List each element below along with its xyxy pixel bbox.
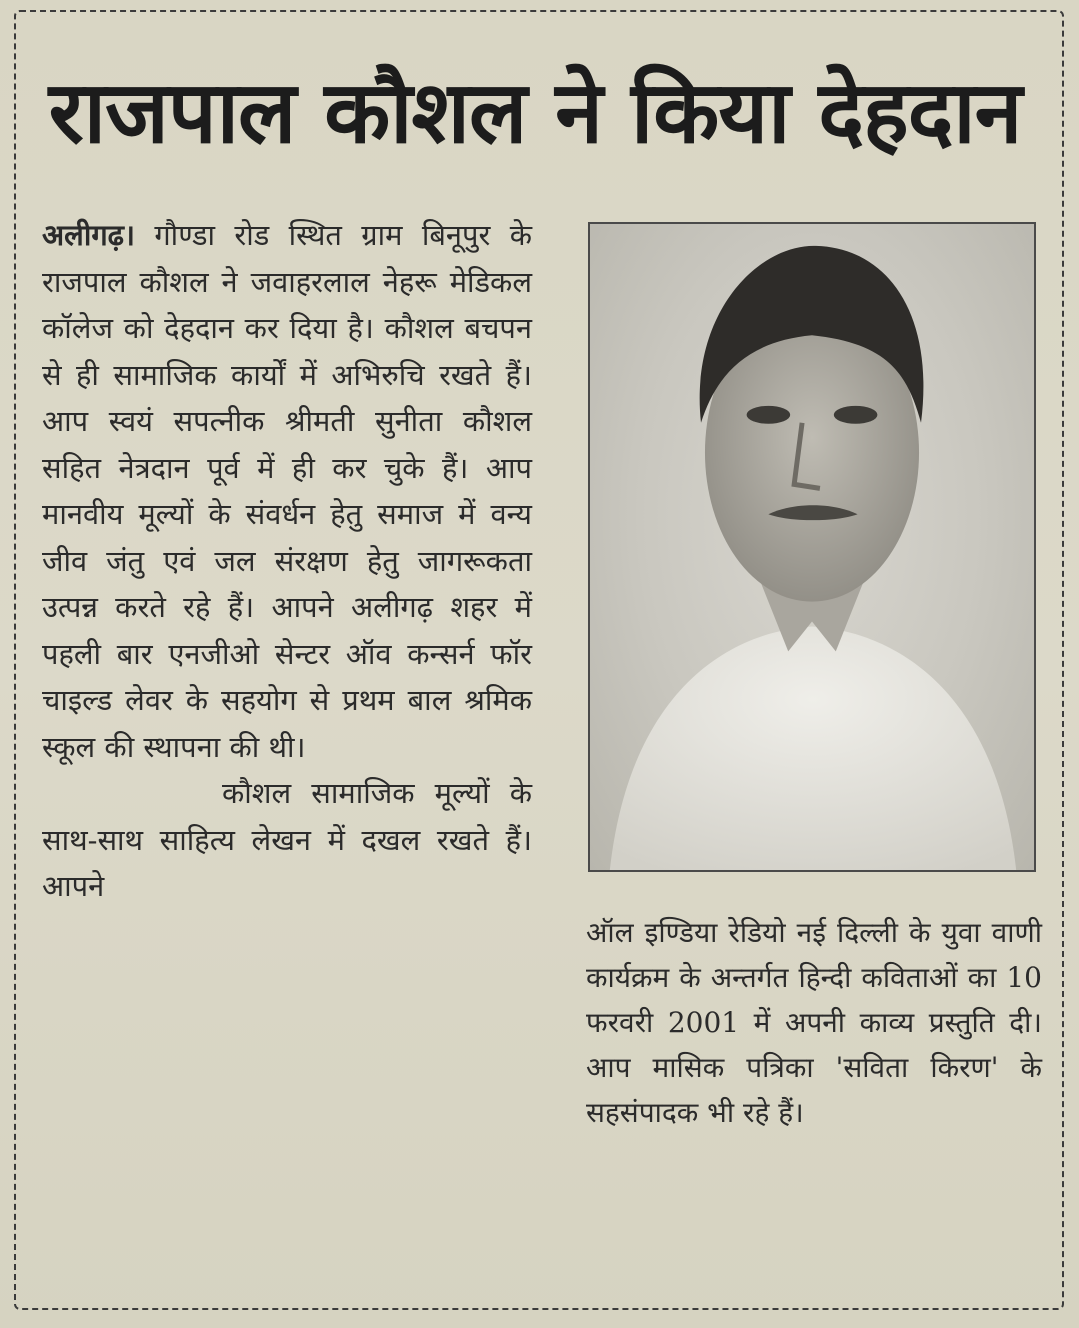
article-paragraph-1 xyxy=(42,212,532,770)
portrait-shirt xyxy=(610,627,1016,870)
headline: राजपाल कौशल ने किया देहदान xyxy=(48,63,1022,163)
portrait-photo xyxy=(588,222,1036,872)
portrait-right-eye xyxy=(834,406,878,424)
portrait-left-eye xyxy=(747,406,791,424)
photo-caption-text: ऑल इण्डिया रेडियो नई दिल्ली के युवा वाणी कार्यक्रम के अन्तर्गत हिन्दी कविताओं का 10 फरवरी 2001 में अपनी काव्य प्रस्तुति दी। आप मासिक पत्रिका 'सविता किरण' के सहसंपादक भी रहे हैं। xyxy=(586,916,1042,1129)
article-paragraph-2: कौशल सामाजिक मूल्यों के साथ-साथ साहित्य लेखन में दखल रखते हैं। आपने xyxy=(42,776,532,903)
portrait-illustration xyxy=(590,224,1034,870)
article-body xyxy=(42,212,532,910)
dateline: अलीगढ़। xyxy=(42,218,135,252)
article-paragraph-1-text: गौण्डा रोड स्थित ग्राम बिनूपुर के राजपाल कौशल ने जवाहरलाल नेहरू मेडिकल कॉलेज को देहदान कर दिया है। कौशल बचपन से ही सामाजिक कार्यों में अभिरुचि रखते हैं। आप स्वयं सपत्नीक श्रीमती सुनीता कौशल सहित नेत्रदान पूर्व में ही कर चुके हैं। आप मानवीय मूल्यों के संवर्धन हेतु समाज में वन्य जीव जंतु एवं जल संरक्षण हेतु जागरूकता उत्पन्न करते रहे हैं। आपने अलीगढ़ शहर में पहली बार एनजीओ सेन्टर ऑव कन्सर्न फॉर चाइल्ड लेवर के सहयोग से प्रथम बाल श्रमिक स्कूल की स्थापना की थी। xyxy=(42,218,532,764)
photo-caption xyxy=(586,910,1042,1135)
